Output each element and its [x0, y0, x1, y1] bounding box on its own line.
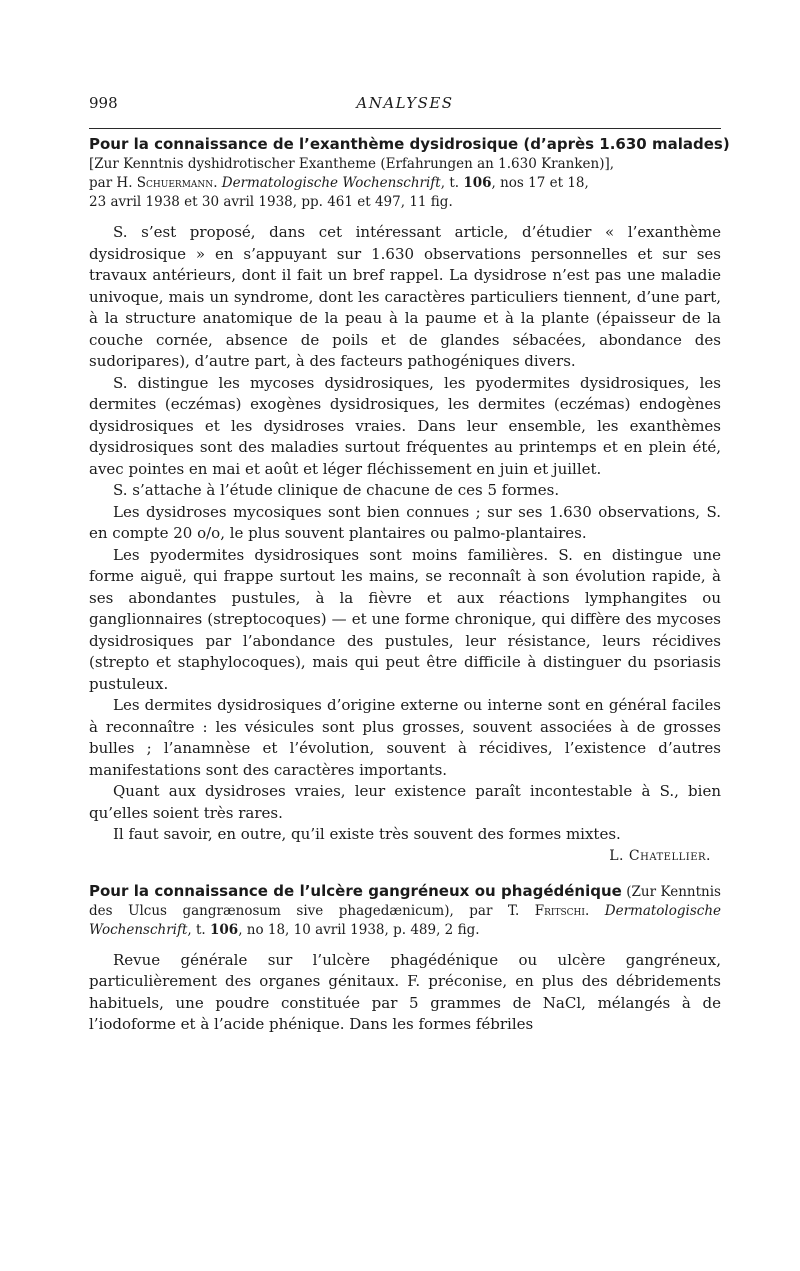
paragraph: Les pyodermites dysidrosiques sont moins familières. S. en distingue une forme aiguë, qui frappe surtout les mains, se reconnaît à son évolution rapide, à ses abondantes pustules, à la fièvre et aux réactions lymphangites ou ganglionnaires (streptocoques) — et une forme chronique, qui diffère des mycoses dysidrosiques par l’abondance des pustules, leur résistance, leurs récidives (strepto et staphylocoques), mais qui peut être difficile à distinguer du psoriasis pustuleux. — [89, 545, 721, 693]
article-2-title-end: . — [584, 902, 590, 919]
article-1 — [89, 135, 730, 864]
citation-volume: 106 — [463, 175, 492, 191]
article-2-issue: , no 18, 10 avril 1938, p. 489, 2 fig. — [238, 921, 480, 938]
paragraph: S. s’est proposé, dans cet intéressant article, d’étudier « l’exanthème dysidrosique » en s’appuyant sur 1.630 observations personnelles et sur ses travaux antérieurs, dont il fait un bref rappel. La dysidrose n’est pas une maladie univoque, mais un syndrome, dont les caractères particuliers tiennent, d’une part, à la structure anatomique de la peau à la paume et à la plante (épaisseur de la couche cornée, absence de poils et de glandes sébacées, abondance des sudoripares), d’autre part, à des facteurs pathogéniques divers. — [89, 223, 721, 370]
citation-line-2 — [89, 174, 721, 193]
article-2-author: Fritschi — [534, 902, 585, 919]
citation-sep: . — [213, 175, 222, 191]
article-2-body — [89, 950, 721, 1036]
article-2-heading — [89, 882, 721, 940]
header-rule — [89, 128, 721, 129]
citation-journal: Dermatologische Wochenschrift — [221, 175, 441, 191]
article-1-body — [89, 222, 721, 846]
article-2 — [89, 882, 721, 1036]
citation-line-1: [Zur Kenntnis dyshidrotischer Exantheme (Erfahrungen an 1.630 Kranken)], — [89, 156, 615, 172]
citation-tome: , t. — [440, 175, 464, 191]
paragraph: Quant aux dysidroses vraies, leur existence paraît incontestable à S., bien qu’elles soient très rares. — [89, 782, 721, 822]
paragraph: S. distingue les mycoses dysidrosiques, les pyodermites dysidrosiques, les dermites (eczémas) exogènes dysidrosiques, les dermites (eczémas) endogènes dysidrosiques et les dysidroses vraies. Dans leur ensemble, les exanthèmes dysidrosiques sont des maladies surtout fréquentes au printemps et en plein été, avec pointes en mai et août et léger fléchissement en juin et juillet. — [89, 373, 721, 478]
running-header — [89, 88, 721, 118]
article-2-volume: 106 — [210, 921, 239, 938]
page-number: 998 — [89, 94, 118, 112]
citation-line-3: 23 avril 1938 et 30 avril 1938, pp. 461 et 497, 11 fig. — [89, 194, 453, 210]
paragraph: S. s’attache à l’étude clinique de chacune de ces 5 formes. — [113, 481, 560, 499]
citation-by: par H. — [89, 175, 137, 191]
running-title: ANALYSES — [356, 94, 454, 112]
article-2-tome: , t. — [187, 921, 210, 938]
citation-issue: , nos 17 et 18, — [491, 175, 589, 191]
paragraph: Les dysidroses mycosiques sont bien connues ; sur ses 1.630 observations, S. en compte 20 o/o, le plus souvent plantaires ou palmo-plantaires. — [89, 502, 721, 542]
citation-author: Schuermann — [136, 175, 214, 191]
paragraph: Les dermites dysidrosiques d’origine externe ou interne sont en général faciles à reconnaître : les vésicules sont plus grosses, souvent associées à de grosses bulles ; l’anamnèse et l’évolution, souvent à récidives, l’existence d’autres manifestations sont des caractères importants. — [89, 696, 721, 779]
article-2-journal: Dermatologische Wochenschrift — [89, 902, 722, 938]
article-1-signature: L. Chatellier. — [609, 847, 711, 864]
article-2-title: Pour la connaissance de l’ulcère gangréneux ou phagédénique — [89, 881, 622, 900]
article-1-title: Pour la connaissance de l’exanthème dysidrosique (d’après 1.630 malades) — [89, 135, 730, 153]
paragraph: Revue générale sur l’ulcère phagédénique ou ulcère gangréneux, particulièrement des organes génitaux. F. préconise, en plus des débridements habituels, une poudre constituée par 5 grammes de NaCl, mélangés à de l’iodoforme et à l’acide phénique. Dans les formes fébriles — [89, 950, 721, 1033]
article-1-citation — [89, 155, 721, 212]
paragraph: Il faut savoir, en outre, qu’il existe très souvent des formes mixtes. — [113, 825, 621, 843]
article-2-title-rest: (Zur Kenntnis des Ulcus gangrænosum sive phagedænicum), par T. — [89, 883, 721, 919]
document-page — [89, 88, 730, 1036]
